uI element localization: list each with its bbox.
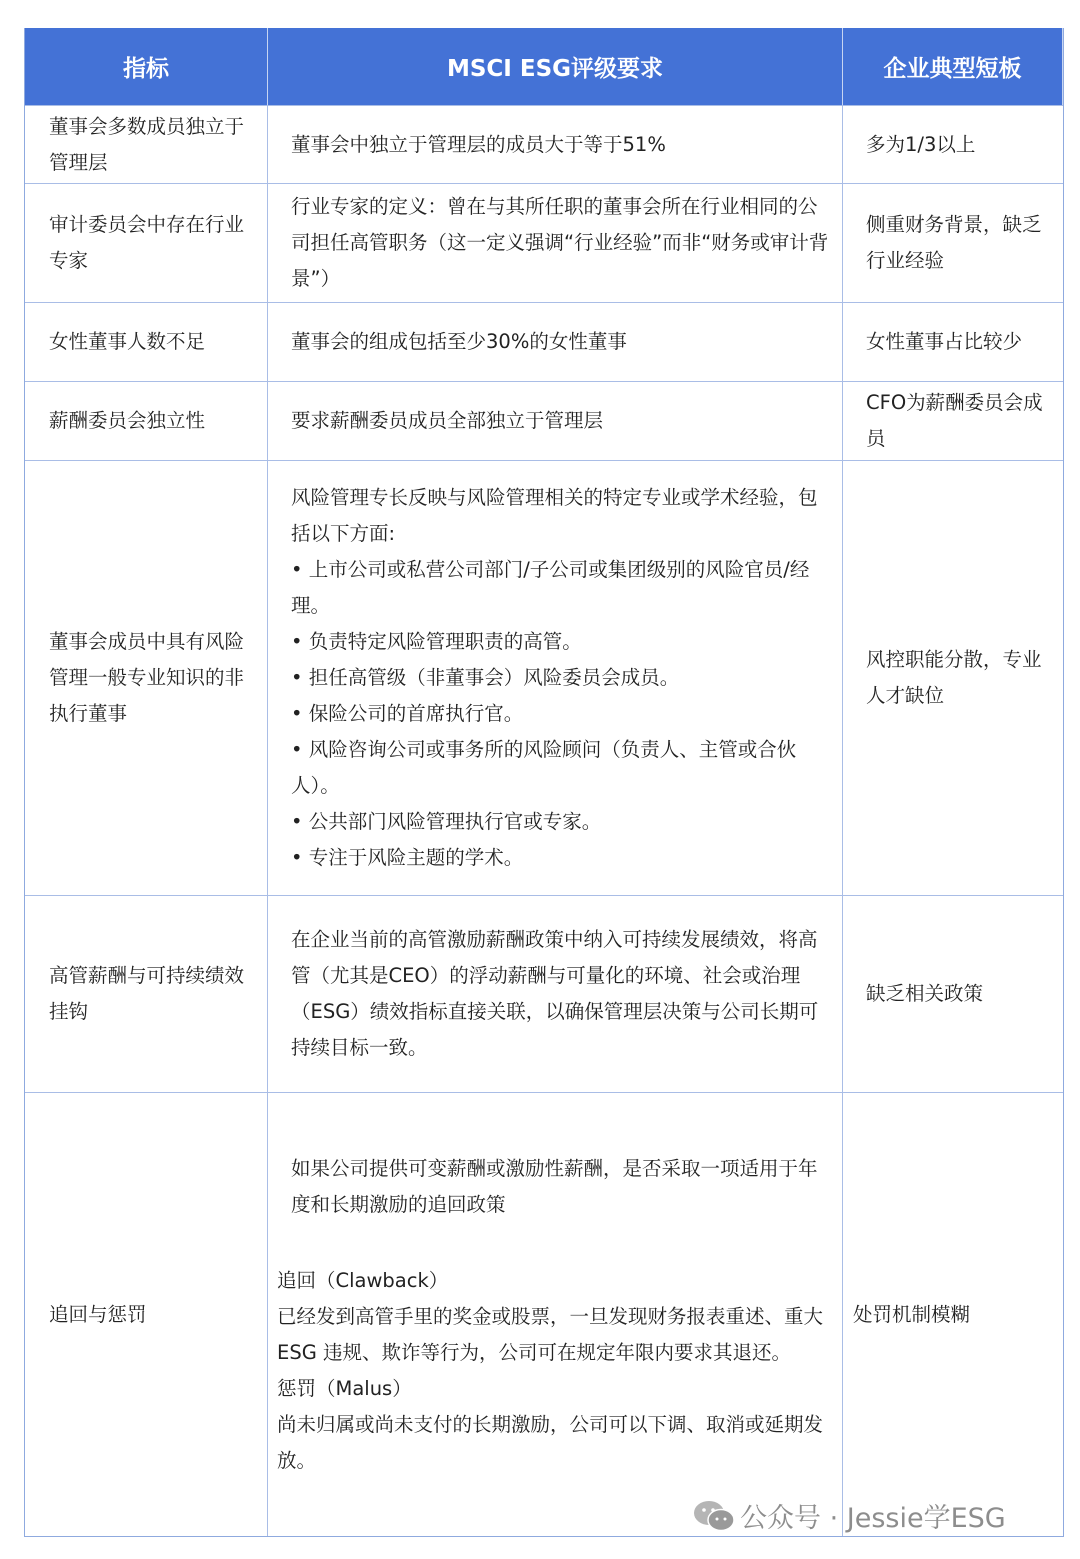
malus-text: 尚未归属或尚未支付的长期激励，公司可以下调、取消或延期发放。 [277, 1412, 824, 1472]
watermark-text: 公众号 · Jessie学ESG [740, 1503, 1006, 1534]
clawback-section [277, 1263, 834, 1479]
bullet-item: • 风险咨询公司或事务所的风险顾问（负责人、主管或合伙人）。 [291, 738, 797, 797]
clawback-text: 已经发到高管手里的奖金或股票，一旦发现财务报表重述、重大 ESG 违规、欺诈等行为，公司可在规定年限内要求其退还。 [277, 1304, 824, 1364]
requirement-cell [277, 1151, 834, 1479]
bullet-item: • 专注于风险主题的学术。 [291, 846, 524, 869]
malus-title: 惩罚（Malus） [277, 1376, 412, 1400]
watermark [692, 1496, 1006, 1535]
bullet-item: • 公共部门风险管理执行官或专家。 [291, 810, 602, 833]
table-row [25, 460, 1063, 895]
indicator-cell: 董事会成员中具有风险管理一般专业知识的非执行董事 [49, 630, 245, 725]
bullet-item: • 保险公司的首席执行官。 [291, 702, 524, 725]
table-row [25, 105, 1063, 183]
indicator-cell: 薪酬委员会独立性 [49, 409, 206, 432]
bullet-item: • 上市公司或私营公司部门/子公司或集团级别的风险官员/经理。 [291, 558, 810, 617]
requirement-cell: 董事会中独立于管理层的成员大于等于51% [291, 132, 666, 156]
weakness-cell: 风控职能分散，专业人才缺位 [866, 648, 1042, 707]
requirement-cell: 董事会的组成包括至少30%的女性董事 [291, 330, 627, 353]
weakness-cell: 侧重财务背景，缺乏行业经验 [866, 213, 1042, 272]
wechat-icon [692, 1499, 736, 1533]
weakness-cell: 处罚机制模糊 [853, 1302, 971, 1326]
weakness-cell: 多为1/3以上 [866, 132, 976, 156]
requirement-cell [291, 480, 834, 876]
header-indicator: 指标 [25, 28, 268, 105]
weakness-cell: 缺乏相关政策 [866, 982, 984, 1005]
bullet-item: • 担任高管级（非董事会）风险委员会成员。 [291, 666, 680, 689]
requirement-cell: 在企业当前的高管激励薪酬政策中纳入可持续发展绩效，将高管（尤其是CEO）的浮动薪酬与可量化的环境、社会或治理（ESG）绩效指标直接关联，以确保管理层决策与公司长期可持续目标一致。 [291, 928, 819, 1059]
governance-table [24, 28, 1064, 1537]
indicator-cell: 审计委员会中存在行业专家 [49, 213, 245, 272]
bullet-item: • 负责特定风险管理职责的高管。 [291, 630, 582, 653]
indicator-cell: 高管薪酬与可持续绩效挂钩 [49, 964, 245, 1023]
requirement-intro: 风险管理专长反映与风险管理相关的特定专业或学术经验，包括以下方面: [291, 486, 818, 545]
table-row [25, 183, 1063, 302]
weakness-cell: CFO为薪酬委员会成员 [866, 391, 1043, 450]
table-header-row [25, 28, 1063, 105]
table-row [25, 302, 1063, 381]
header-msci-requirement: MSCI ESG评级要求 [268, 28, 843, 105]
clawback-title: 追回（Clawback） [277, 1268, 449, 1292]
requirement-intro: 如果公司提供可变薪酬或激励性薪酬，是否采取一项适用于年度和长期激励的追回政策 [291, 1156, 818, 1216]
table-row [25, 381, 1063, 460]
table-row [25, 895, 1063, 1092]
header-typical-weakness: 企业典型短板 [843, 28, 1063, 105]
indicator-cell: 董事会多数成员独立于管理层 [49, 114, 245, 174]
indicator-cell: 女性董事人数不足 [49, 330, 206, 353]
weakness-cell: 女性董事占比较少 [866, 330, 1023, 353]
indicator-cell: 追回与惩罚 [49, 1302, 147, 1326]
table-row [25, 1092, 1063, 1536]
requirement-cell: 行业专家的定义：曾在与其所任职的董事会所在行业相同的公司担任高管职务（这一定义强调“行业经验”而非“财务或审计背景”） [291, 195, 829, 290]
requirement-cell: 要求薪酬委员成员全部独立于管理层 [291, 409, 604, 432]
